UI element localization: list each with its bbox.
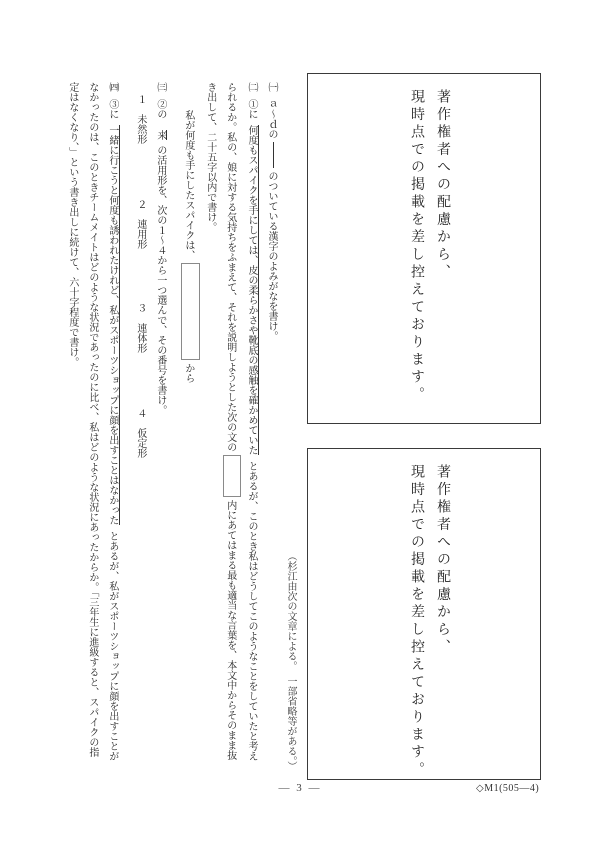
question-3-body-2: から一つ選んで、その番号を書け。	[154, 255, 166, 415]
copyright-notice-box-top	[307, 73, 541, 424]
question-1-number: ㈠	[266, 82, 277, 92]
question-3-body-1: の活用形を、次の	[154, 145, 166, 225]
question-2-number: ㈡	[246, 82, 257, 92]
fill-sentence-post: から	[182, 363, 194, 383]
question-1-text-pre: ａ〜ｄの	[266, 99, 277, 139]
answer-blank-large	[181, 263, 200, 360]
question-2-ref: ①に	[246, 99, 257, 119]
option-4: ４ 仮定形	[134, 407, 146, 458]
source-citation: （杉江由次の文章による。 一部省略等がある。）	[285, 551, 296, 771]
question-4-ref: ③に	[106, 99, 118, 119]
question-3-options	[130, 82, 150, 766]
question-3-number: ㈢	[154, 82, 166, 92]
fill-sentence-pre: 私が何度も手にしたスパイクは、	[182, 110, 194, 260]
page-number: ― 3 ―	[278, 782, 322, 794]
question-3-text	[150, 82, 170, 766]
option-3: ３ 連体形	[134, 303, 146, 353]
question-3	[130, 82, 170, 766]
document-code: ◇M1(505―4)	[476, 783, 540, 794]
question-2-text	[200, 82, 261, 766]
question-4-body: とあるが、私がスポーツショップに顔を出すことがなかったのは、このときチームメイトはどのような状況であったのに比べ、私はどのような状況にあったからか。「三年生に進級すると、スパイクの指定はなくなり、」という書き出しに続けて、六十字程度で書け。	[66, 82, 118, 761]
question-4	[62, 82, 122, 766]
notice-line-1: 著作権者への配慮から、	[435, 89, 450, 282]
copyright-notice-box-bottom	[307, 448, 541, 780]
question-2-body: とあるが、このとき私はどうしてこのようなことをしていたと考えられるか。私の、娘に対する気持ちをふまえて、それを説明しようとした次の文の	[224, 82, 257, 761]
question-4-quote: 一緒に行こうと何度も誘われたけれど、私がスポーツショップに顔を出すことはなかった	[106, 125, 118, 525]
question-3-range: １〜４	[154, 225, 166, 255]
option-2: ２ 連用形	[134, 198, 146, 249]
notice-line-2: 現時点での掲載を差し控えております。	[409, 464, 424, 779]
question-2-quote: 何度もスパイクを手にしては、皮の柔らかさや靴底の感触を確かめていた	[246, 125, 257, 455]
notice-line-2: 現時点での掲載を差し控えております。	[409, 89, 424, 404]
question-4-number: ㈣	[106, 82, 118, 92]
dash-line-icon	[273, 142, 275, 168]
question-2-body-tail: 内にあてはまる最も適当な言葉を、本文中からそのまま抜き出して、二十五字以内で書け。	[204, 82, 236, 760]
question-3-term: 来	[154, 130, 166, 140]
question-2	[178, 82, 261, 766]
notice-line-1: 著作権者への配慮から、	[435, 464, 450, 657]
question-1-text-post: のついている漢字のよみがなを書け。	[266, 171, 277, 341]
option-1: １ 未然形	[134, 94, 146, 144]
question-1	[261, 82, 281, 766]
answer-blank-small	[223, 455, 241, 497]
question-2-fill-sentence	[178, 82, 200, 766]
question-3-ref: ②の	[154, 99, 166, 119]
question-block	[55, 82, 281, 766]
